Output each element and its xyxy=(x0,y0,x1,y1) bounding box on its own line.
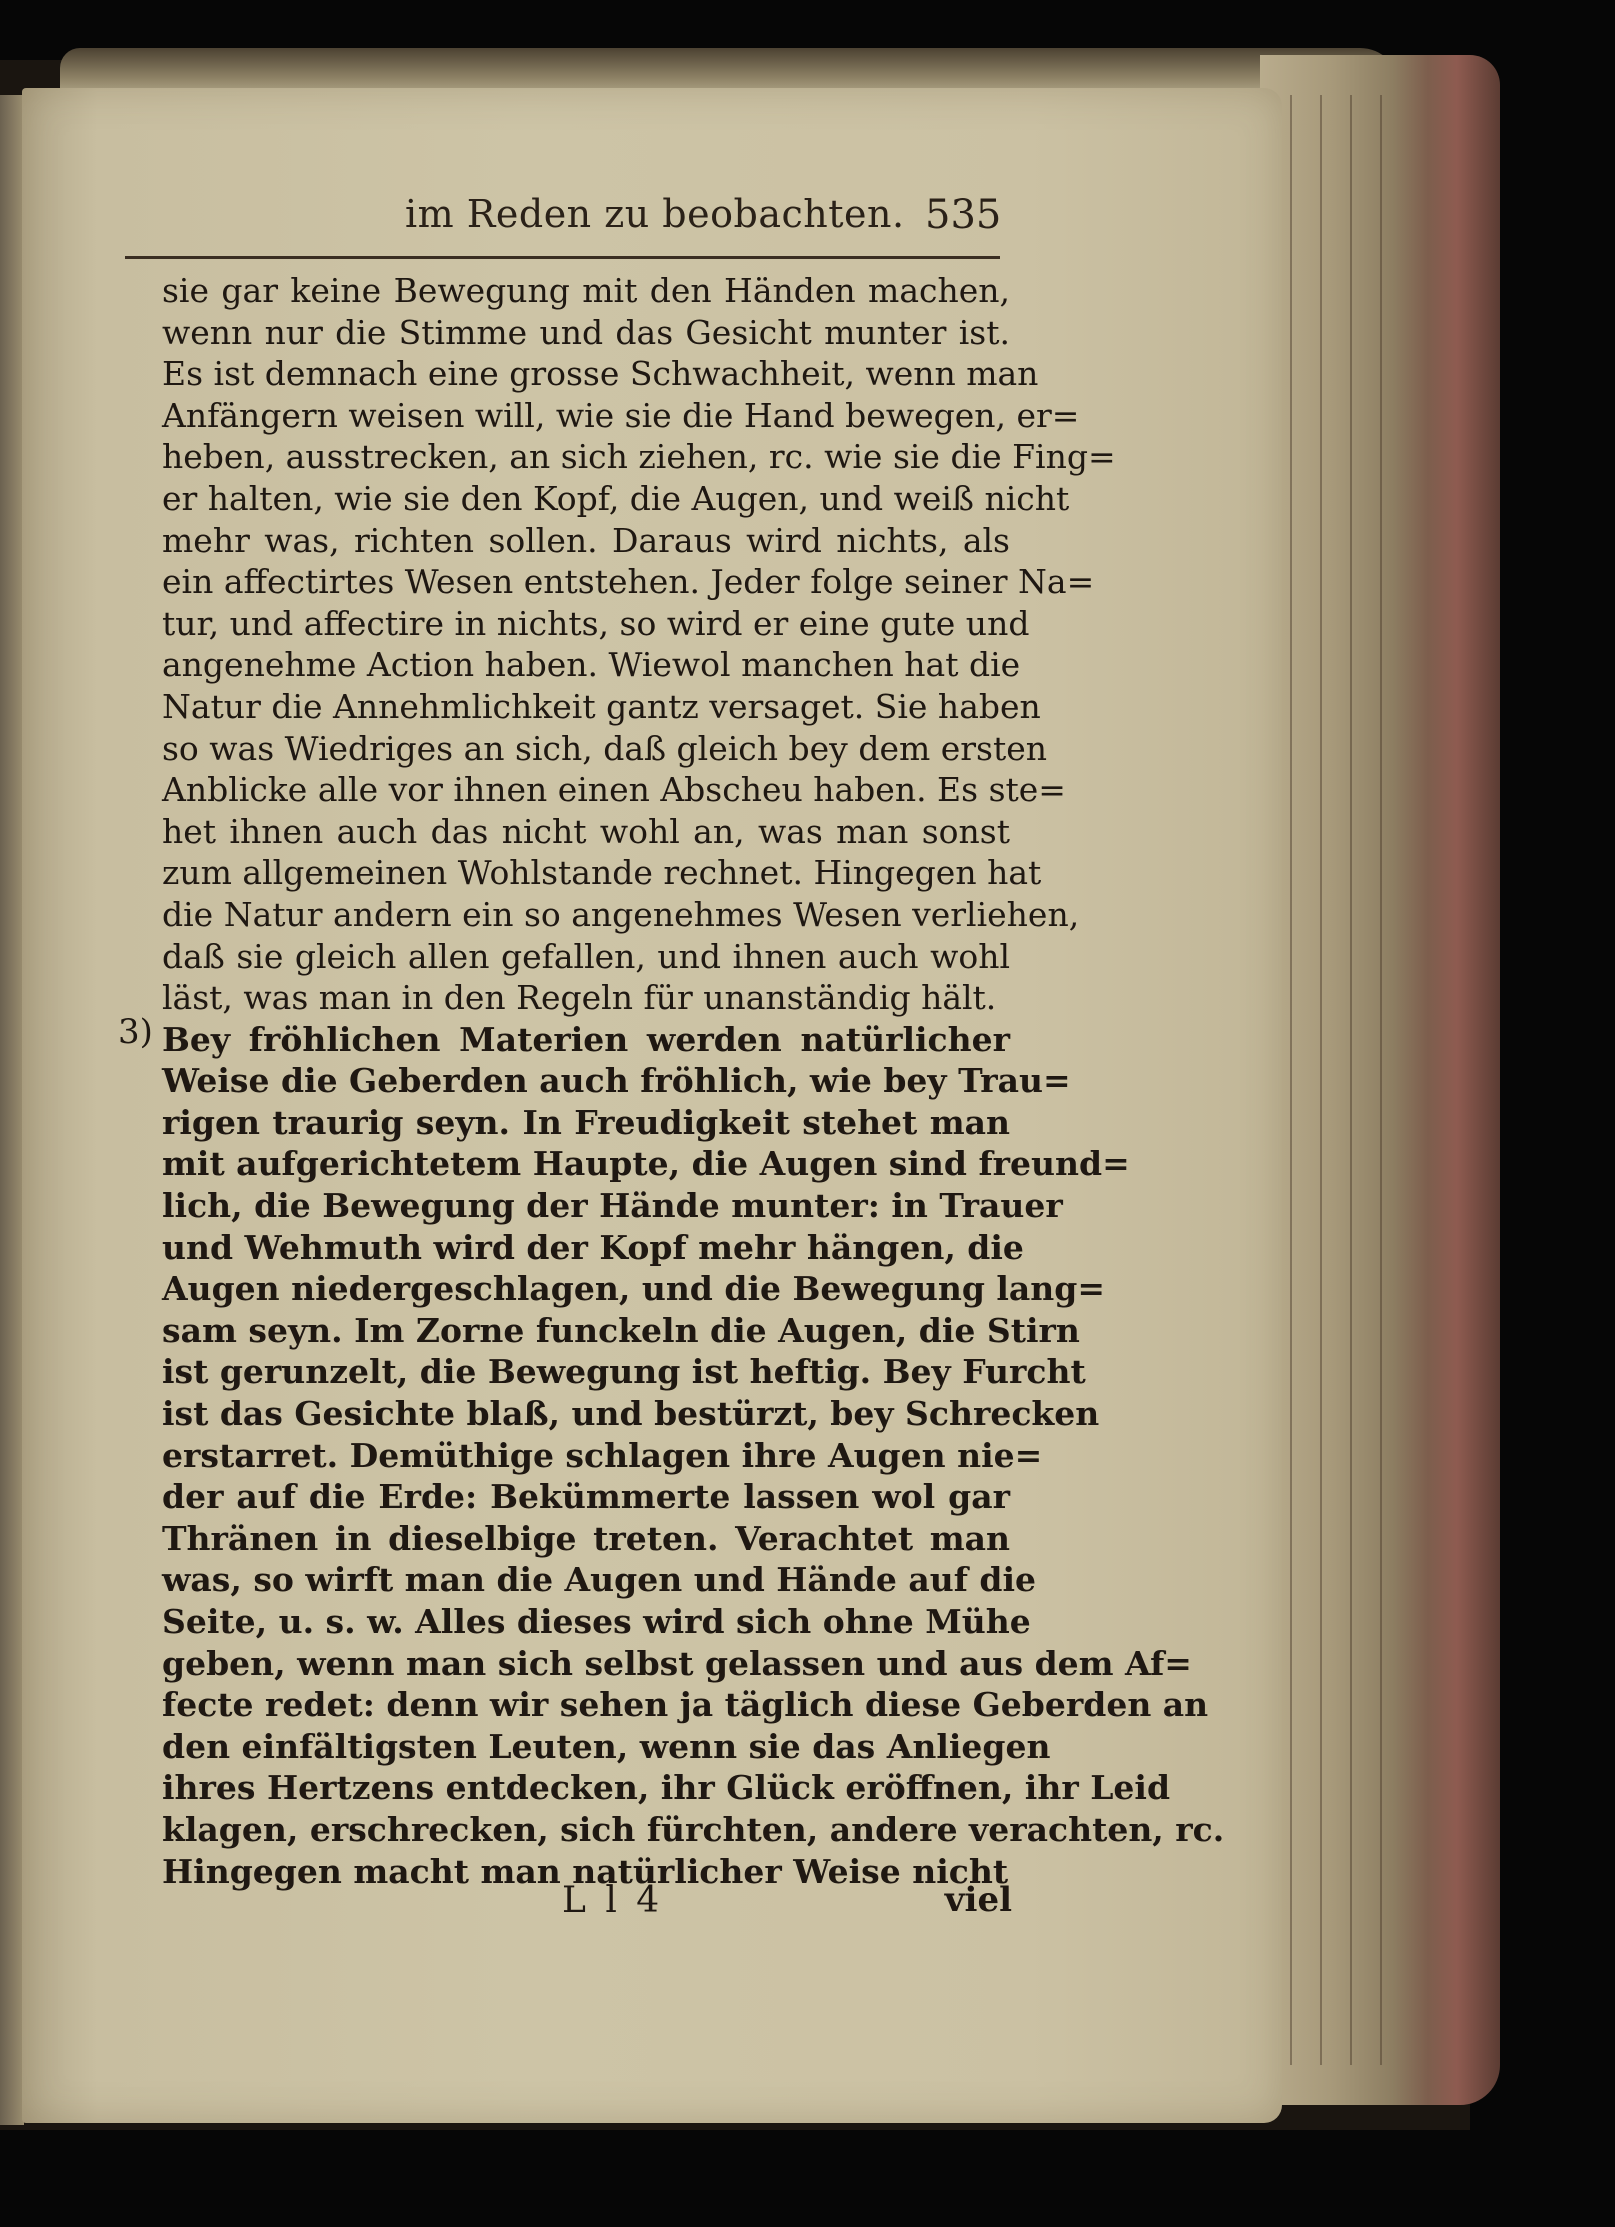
text-line: ein affectirtes Wesen entstehen. Jeder folge seiner Na= xyxy=(162,562,1095,602)
page-number: 535 xyxy=(925,192,1002,238)
text-line: er halten, wie sie den Kopf, die Augen, und weiß nicht xyxy=(162,478,1070,518)
text-line: den einfältigsten Leuten, wenn sie das Anliegen xyxy=(162,1726,1051,1766)
text-line: was, so wirft man die Augen und Hände auf die xyxy=(162,1560,1037,1600)
text-line: Seite, u. s. w. Alles dieses wird sich ohne Mühe xyxy=(162,1602,1031,1641)
text-line: mehr was, richten sollen. Daraus wird nichts, als xyxy=(162,520,1010,560)
text-line: Augen niedergeschlagen, und die Bewegung lang= xyxy=(162,1269,1106,1309)
text-line: tur, und affectire in nichts, so wird er eine gute und xyxy=(162,603,1030,643)
facing-page-edge xyxy=(0,95,24,2125)
page-block-edges xyxy=(1260,55,1500,2105)
text-line: daß sie gleich allen gefallen, und ihnen auch wohl xyxy=(162,936,1010,976)
text-line: sie gar keine Bewegung mit den Händen machen, xyxy=(162,271,1010,310)
text-line: klagen, erschrecken, sich fürchten, andere verachten, rc. xyxy=(162,1809,1225,1849)
page-header xyxy=(125,192,1005,252)
text-line: Natur die Annehmlichkeit gantz versaget. Sie haben xyxy=(162,686,1041,726)
text-line: geben, wenn man sich selbst gelassen und aus dem Af= xyxy=(162,1643,1192,1683)
text-line: het ihnen auch das nicht wohl an, was man sonst xyxy=(162,811,1010,851)
signature-mark: L l 4 xyxy=(562,1880,664,1921)
header-rule xyxy=(125,256,1000,259)
text-line: ihres Hertzens entdecken, ihr Glück eröffnen, ihr Leid xyxy=(162,1768,1171,1808)
text-line: heben, ausstrecken, an sich ziehen, rc. wie sie die Fing= xyxy=(162,437,1116,477)
text-line: die Natur andern ein so angenehmes Wesen verliehen, xyxy=(162,894,1080,934)
text-line: Es ist demnach eine grosse Schwachheit, wenn man xyxy=(162,354,1039,394)
text-line: lich, die Bewegung der Hände munter: in Trauer xyxy=(162,1186,1063,1226)
text-line: ist das Gesichte blaß, und bestürzt, bey Schrecken xyxy=(162,1394,1100,1434)
text-line: sam seyn. Im Zorne funckeln die Augen, die Stirn xyxy=(162,1310,1080,1350)
section-number: 3) xyxy=(118,1012,153,1052)
text-line: und Wehmuth wird der Kopf mehr hängen, die xyxy=(162,1227,1024,1267)
text-line: ist gerunzelt, die Bewegung ist heftig. Bey Furcht xyxy=(162,1352,1086,1392)
page-footer xyxy=(162,1880,1012,1930)
text-line: Hingegen macht man natürlicher Weise nicht xyxy=(162,1851,1009,1891)
text-line: der auf die Erde: Bekümmerte lassen wol gar xyxy=(162,1477,1010,1517)
text-line: erstarret. Demüthige schlagen ihre Augen nie= xyxy=(162,1435,1043,1475)
text-line: zum allgemeinen Wohlstande rechnet. Hingegen hat xyxy=(162,853,1042,893)
text-line: Weise die Geberden auch fröhlich, wie bey Trau= xyxy=(162,1061,1071,1101)
text-line: so was Wiedriges an sich, daß gleich bey dem ersten xyxy=(162,728,1048,768)
text-line: mit aufgerichtetem Haupte, die Augen sind freund= xyxy=(162,1144,1130,1184)
text-line: fecte redet: denn wir sehen ja täglich diese Geberden an xyxy=(162,1685,1209,1725)
text-line: wenn nur die Stimme und das Gesicht munter ist. xyxy=(162,312,1010,352)
body-text xyxy=(162,270,1225,1892)
catchword: viel xyxy=(944,1880,1012,1920)
running-title: im Reden zu beobachten. xyxy=(405,192,905,236)
text-line: läst, was man in den Regeln für unanständig hält. xyxy=(162,978,997,1018)
text-line: rigen traurig seyn. In Freudigkeit stehet man xyxy=(162,1102,1010,1142)
text-line: Anfängern weisen will, wie sie die Hand bewegen, er= xyxy=(162,395,1080,435)
text-line: angenehme Action haben. Wiewol manchen hat die xyxy=(162,645,1021,685)
text-line: Thränen in dieselbige treten. Verachtet man xyxy=(162,1518,1010,1558)
text-line: Anblicke alle vor ihnen einen Abscheu haben. Es ste= xyxy=(162,770,1066,810)
text-line: Bey fröhlichen Materien werden natürlicher xyxy=(162,1019,1010,1059)
